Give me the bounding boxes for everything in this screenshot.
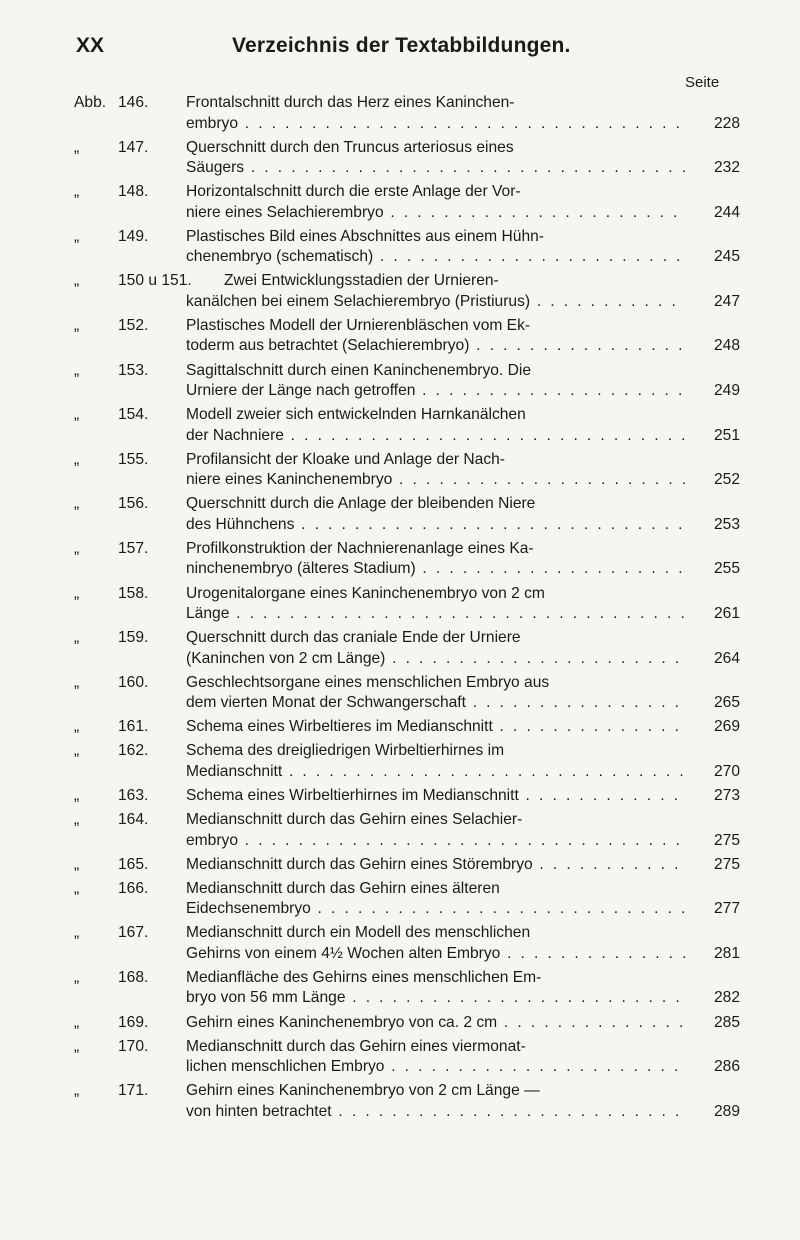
entry-prefix: „ bbox=[74, 629, 80, 647]
figure-number: 158. bbox=[118, 584, 149, 602]
entry-prefix: „ bbox=[74, 742, 80, 760]
figure-number: 152. bbox=[118, 316, 149, 334]
page-reference: 275 bbox=[713, 855, 740, 873]
page-reference: 265 bbox=[713, 694, 740, 712]
caption-line: Gehirns von einem 4½ Wochen alten Embryo . . . bbox=[186, 944, 686, 965]
caption-line: Frontalschnitt durch das Herz eines Kaninchen- bbox=[186, 94, 515, 111]
running-title: Verzeichnis der Textabbildungen. bbox=[232, 34, 571, 57]
page-reference: 248 bbox=[713, 337, 740, 355]
caption-line: Zwei Entwicklungsstadien der Urnieren- bbox=[224, 272, 499, 290]
page-reference: 282 bbox=[713, 989, 740, 1007]
page-reference: 281 bbox=[713, 944, 740, 962]
figure-number: 163. bbox=[118, 787, 149, 804]
page-reference: 289 bbox=[713, 1102, 740, 1120]
caption-line: Querschnitt durch den Truncus arteriosus eines bbox=[186, 138, 514, 156]
caption-line: des Hühnchens . . . bbox=[186, 515, 686, 536]
figure-caption bbox=[186, 879, 686, 920]
entry-prefix: „ bbox=[74, 406, 80, 424]
list-item bbox=[74, 316, 740, 357]
list-item bbox=[74, 361, 740, 402]
caption-line: Urniere der Länge nach getroffen . . . bbox=[186, 381, 686, 402]
figure-number: 156. bbox=[118, 495, 149, 513]
figure-number: 150 u 151. bbox=[118, 272, 192, 290]
list-item bbox=[74, 855, 740, 876]
caption-line: Länge . . . bbox=[186, 604, 686, 625]
page-reference: 285 bbox=[713, 1013, 740, 1031]
figure-number: 161. bbox=[118, 718, 149, 736]
entry-prefix: „ bbox=[74, 879, 80, 897]
caption-line: Säugers . . . bbox=[186, 158, 686, 179]
caption-line: chenembryo (schematisch) . . . bbox=[186, 247, 686, 268]
list-item bbox=[74, 1013, 740, 1034]
caption-line: Schema eines Wirbeltierhirnes im Medianschnitt . . . bbox=[186, 786, 686, 807]
page-reference: 247 bbox=[713, 292, 740, 310]
caption-line: Medianschnitt . . . bbox=[186, 762, 686, 783]
page-reference: 255 bbox=[713, 560, 740, 578]
list-item bbox=[74, 138, 740, 179]
figure-caption bbox=[186, 810, 686, 851]
running-header bbox=[76, 34, 766, 64]
caption-line: Plastisches Modell der Urnierenbläschen vom Ek- bbox=[186, 316, 531, 334]
list-item bbox=[74, 741, 740, 782]
list-item bbox=[74, 717, 740, 738]
list-item bbox=[74, 584, 740, 625]
page-reference: 273 bbox=[713, 787, 740, 804]
page-reference: 264 bbox=[713, 649, 740, 667]
figure-number: 165. bbox=[118, 855, 149, 873]
figure-number: 147. bbox=[118, 138, 149, 156]
figure-caption bbox=[186, 361, 686, 402]
figure-caption bbox=[186, 405, 686, 446]
page-reference: 244 bbox=[713, 203, 740, 221]
page-reference: 232 bbox=[713, 159, 740, 177]
list-item bbox=[74, 673, 740, 714]
entry-prefix: „ bbox=[74, 1013, 80, 1031]
figure-number: 164. bbox=[118, 811, 149, 829]
caption-line: toderm aus betrachtet (Selachierembryo) . . . bbox=[186, 336, 686, 357]
page-number: XX bbox=[76, 34, 105, 57]
caption-line: von hinten betrachtet . . . bbox=[186, 1102, 686, 1123]
figure-list bbox=[74, 93, 740, 1126]
list-item bbox=[74, 628, 740, 669]
entry-prefix: „ bbox=[74, 316, 80, 334]
list-item bbox=[74, 405, 740, 446]
entry-prefix: „ bbox=[74, 855, 80, 873]
entry-prefix: „ bbox=[74, 539, 80, 557]
figure-number: 171. bbox=[118, 1082, 149, 1100]
figure-caption bbox=[186, 93, 686, 134]
list-item bbox=[74, 786, 740, 807]
page-reference: 251 bbox=[713, 426, 740, 444]
caption-line: bryo von 56 mm Länge . . . bbox=[186, 988, 686, 1009]
caption-line: Gehirn eines Kaninchenembryo von 2 cm Länge — bbox=[186, 1082, 540, 1100]
entry-prefix: „ bbox=[74, 227, 80, 245]
figure-number: 160. bbox=[118, 673, 149, 691]
entry-prefix: „ bbox=[74, 584, 80, 602]
entry-prefix: „ bbox=[74, 361, 80, 379]
figure-caption bbox=[186, 494, 686, 535]
figure-caption bbox=[186, 673, 686, 714]
figure-number: 166. bbox=[118, 879, 149, 897]
list-item bbox=[74, 539, 740, 580]
caption-line: dem vierten Monat der Schwangerschaft . . . bbox=[186, 693, 686, 714]
caption-line: Medianschnitt durch ein Modell des menschlichen bbox=[186, 924, 531, 942]
entry-prefix: Abb. bbox=[74, 94, 107, 111]
entry-prefix: „ bbox=[74, 718, 80, 736]
list-item bbox=[74, 93, 740, 134]
caption-line: lichen menschlichen Embryo . . . bbox=[186, 1057, 686, 1078]
figure-number: 153. bbox=[118, 361, 149, 379]
page-reference: 269 bbox=[713, 718, 740, 736]
caption-line: Gehirn eines Kaninchenembryo von ca. 2 cm . . . bbox=[186, 1013, 686, 1034]
caption-line: Profilansicht der Kloake und Anlage der Nach- bbox=[186, 450, 505, 468]
figure-number: 159. bbox=[118, 629, 149, 647]
caption-line: Medianfläche des Gehirns eines menschlichen Em- bbox=[186, 968, 542, 986]
page-reference: 252 bbox=[713, 471, 740, 489]
page-reference: 245 bbox=[713, 248, 740, 266]
caption-line: embryo . . . bbox=[186, 114, 686, 135]
figure-caption bbox=[186, 316, 686, 357]
caption-line: Plastisches Bild eines Abschnittes aus einem Hühn- bbox=[186, 227, 544, 245]
list-item bbox=[74, 227, 740, 268]
figure-caption bbox=[186, 1013, 686, 1034]
figure-caption bbox=[186, 1081, 686, 1122]
page-reference: 286 bbox=[713, 1058, 740, 1076]
list-item bbox=[74, 494, 740, 535]
figure-caption bbox=[186, 539, 686, 580]
figure-number: 154. bbox=[118, 406, 149, 424]
list-item bbox=[74, 968, 740, 1009]
caption-line: Horizontalschnitt durch die erste Anlage der Vor- bbox=[186, 183, 521, 201]
figure-caption bbox=[186, 717, 686, 738]
figure-caption bbox=[186, 271, 686, 312]
page-reference: 253 bbox=[713, 515, 740, 533]
caption-line: Medianschnitt durch das Gehirn eines älteren bbox=[186, 879, 500, 897]
figure-caption bbox=[186, 855, 686, 876]
caption-line: niere eines Kaninchenembryo . . . bbox=[186, 470, 686, 491]
figure-number: 155. bbox=[118, 450, 149, 468]
entry-prefix: „ bbox=[74, 450, 80, 468]
list-item bbox=[74, 879, 740, 920]
entry-prefix: „ bbox=[74, 968, 80, 986]
caption-line: ninchenembryo (älteres Stadium) . . . bbox=[186, 559, 686, 580]
figure-caption bbox=[186, 1037, 686, 1078]
page-reference: 275 bbox=[713, 831, 740, 849]
list-item bbox=[74, 1037, 740, 1078]
list-item bbox=[74, 810, 740, 851]
entry-prefix: „ bbox=[74, 924, 80, 942]
figure-caption bbox=[186, 968, 686, 1009]
page-reference: 261 bbox=[713, 605, 740, 623]
figure-number: 157. bbox=[118, 539, 149, 557]
caption-line: Profilkonstruktion der Nachnierenanlage eines Ka- bbox=[186, 539, 534, 557]
caption-line: Schema eines Wirbeltieres im Medianschnitt . . . bbox=[186, 717, 686, 738]
list-item bbox=[74, 182, 740, 223]
caption-line: kanälchen bei einem Selachierembryo (Pristiurus) . . . bbox=[186, 292, 686, 313]
figure-number: 168. bbox=[118, 968, 149, 986]
caption-line: Querschnitt durch das craniale Ende der Urniere bbox=[186, 629, 521, 647]
caption-line: Eidechsenembryo . . . bbox=[186, 899, 686, 920]
entry-prefix: „ bbox=[74, 272, 80, 290]
caption-line: Medianschnitt durch das Gehirn eines Selachier- bbox=[186, 811, 523, 829]
entry-prefix: „ bbox=[74, 1037, 80, 1055]
figure-caption bbox=[186, 182, 686, 223]
entry-prefix: „ bbox=[74, 183, 80, 201]
list-item bbox=[74, 1081, 740, 1122]
figure-number: 146. bbox=[118, 94, 149, 111]
caption-line: Schema des dreigliedrigen Wirbeltierhirnes im bbox=[186, 742, 505, 760]
figure-number: 149. bbox=[118, 227, 149, 245]
caption-line: Geschlechtsorgane eines menschlichen Embryo aus bbox=[186, 673, 550, 691]
page-reference: 270 bbox=[713, 762, 740, 780]
page-reference: 277 bbox=[713, 900, 740, 918]
entry-prefix: „ bbox=[74, 787, 80, 804]
caption-line: embryo . . . bbox=[186, 831, 686, 852]
list-item bbox=[74, 923, 740, 964]
figure-caption bbox=[186, 628, 686, 669]
figure-number: 167. bbox=[118, 924, 149, 942]
caption-line: niere eines Selachierembryo . . . bbox=[186, 203, 686, 224]
entry-prefix: „ bbox=[74, 138, 80, 156]
figure-caption bbox=[186, 923, 686, 964]
caption-line: Sagittalschnitt durch einen Kaninchenembryo. Die bbox=[186, 361, 531, 379]
page-column-label: Seite bbox=[685, 74, 720, 91]
figure-caption bbox=[186, 450, 686, 491]
page-reference: 249 bbox=[713, 382, 740, 400]
caption-line: Querschnitt durch die Anlage der bleibenden Niere bbox=[186, 495, 536, 513]
figure-caption bbox=[186, 227, 686, 268]
figure-number: 148. bbox=[118, 183, 149, 201]
figure-caption bbox=[186, 786, 686, 807]
figure-caption bbox=[186, 741, 686, 782]
caption-line: Urogenitalorgane eines Kaninchenembryo von 2 cm bbox=[186, 584, 545, 602]
entry-prefix: „ bbox=[74, 1082, 80, 1100]
entry-prefix: „ bbox=[74, 811, 80, 829]
list-item bbox=[74, 450, 740, 491]
figure-number: 169. bbox=[118, 1013, 149, 1031]
page-reference: 228 bbox=[713, 114, 740, 132]
caption-line: Medianschnitt durch das Gehirn eines Störembryo . . . bbox=[186, 855, 686, 876]
list-item bbox=[74, 271, 740, 312]
figure-caption bbox=[186, 584, 686, 625]
caption-line: der Nachniere . . . bbox=[186, 426, 686, 447]
figure-number: 162. bbox=[118, 742, 149, 760]
caption-line: (Kaninchen von 2 cm Länge) . . . bbox=[186, 649, 686, 670]
entry-prefix: „ bbox=[74, 673, 80, 691]
caption-line: Medianschnitt durch das Gehirn eines viermonat- bbox=[186, 1037, 526, 1055]
entry-prefix: „ bbox=[74, 495, 80, 513]
figure-caption bbox=[186, 138, 686, 179]
caption-line: Modell zweier sich entwickelnden Harnkanälchen bbox=[186, 406, 526, 424]
figure-number: 170. bbox=[118, 1037, 149, 1055]
